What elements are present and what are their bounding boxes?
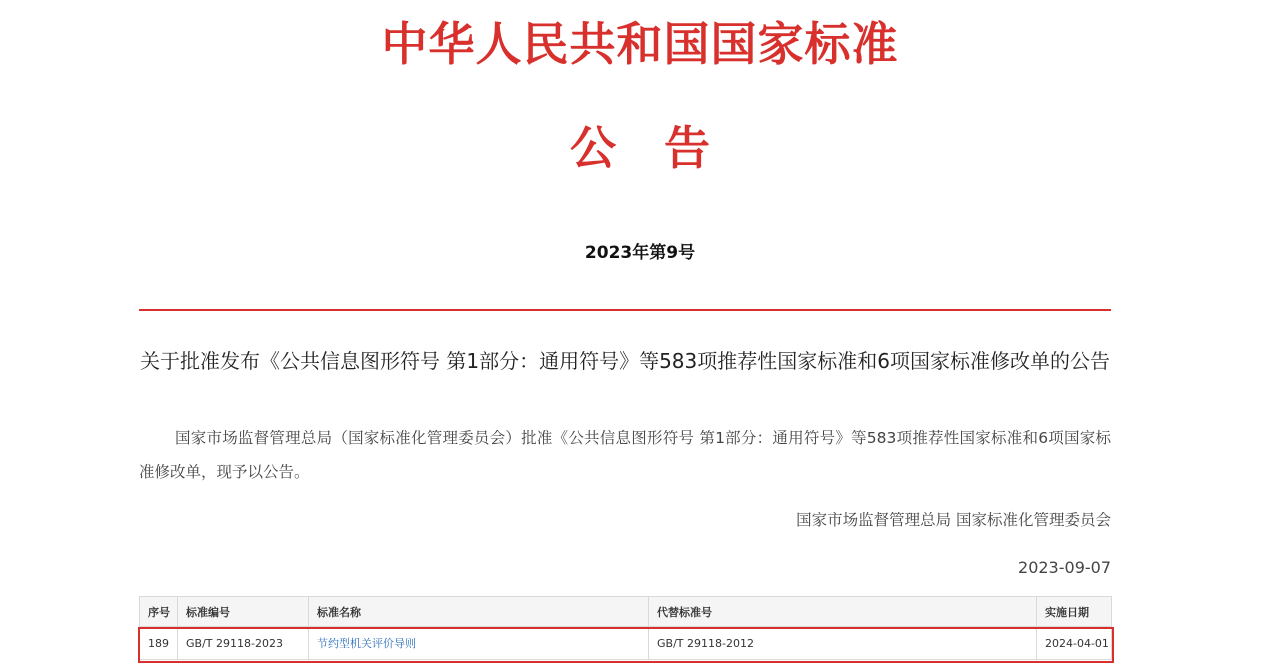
cell-seq: 189: [140, 627, 178, 660]
header-divider: [139, 309, 1111, 311]
issuer-signature: 国家市场监督管理总局 国家标准化管理委员会: [796, 511, 1111, 529]
standards-table: [139, 596, 1112, 660]
document-header-title: 中华人民共和国国家标准: [381, 17, 899, 71]
column-header-std-no: 标准编号: [178, 597, 309, 627]
cell-std-no: GB/T 29118-2023: [178, 627, 309, 660]
notice-body: 国家市场监督管理总局（国家标准化管理委员会）批准《公共信息图形符号 第1部分：通用符号》等583项推荐性国家标准和6项国家标准修改单，现予以公告。: [139, 429, 1111, 481]
standard-name-link[interactable]: 节约型机关评价导则: [309, 627, 649, 660]
notice-title: 关于批准发布《公共信息图形符号 第1部分：通用符号》等583项推荐性国家标准和6项国家标准修改单的公告: [140, 349, 1110, 373]
announcement-heading-char-1: 公: [570, 121, 616, 175]
column-header-replaced: 代替标准号: [649, 597, 1037, 627]
cell-effective: 2024-04-01: [1037, 627, 1112, 660]
table-row: [140, 627, 1112, 660]
table-header-row: [140, 597, 1112, 627]
cell-replaced: GB/T 29118-2012: [649, 627, 1037, 660]
issue-number: 2023年第9号: [584, 243, 696, 263]
announcement-heading: [0, 118, 1280, 178]
column-header-seq: 序号: [140, 597, 178, 627]
announcement-heading-char-2: 告: [664, 121, 710, 175]
column-header-effective: 实施日期: [1037, 597, 1112, 627]
column-header-std-name: 标准名称: [309, 597, 649, 627]
issue-date: 2023-09-07: [1018, 558, 1111, 577]
